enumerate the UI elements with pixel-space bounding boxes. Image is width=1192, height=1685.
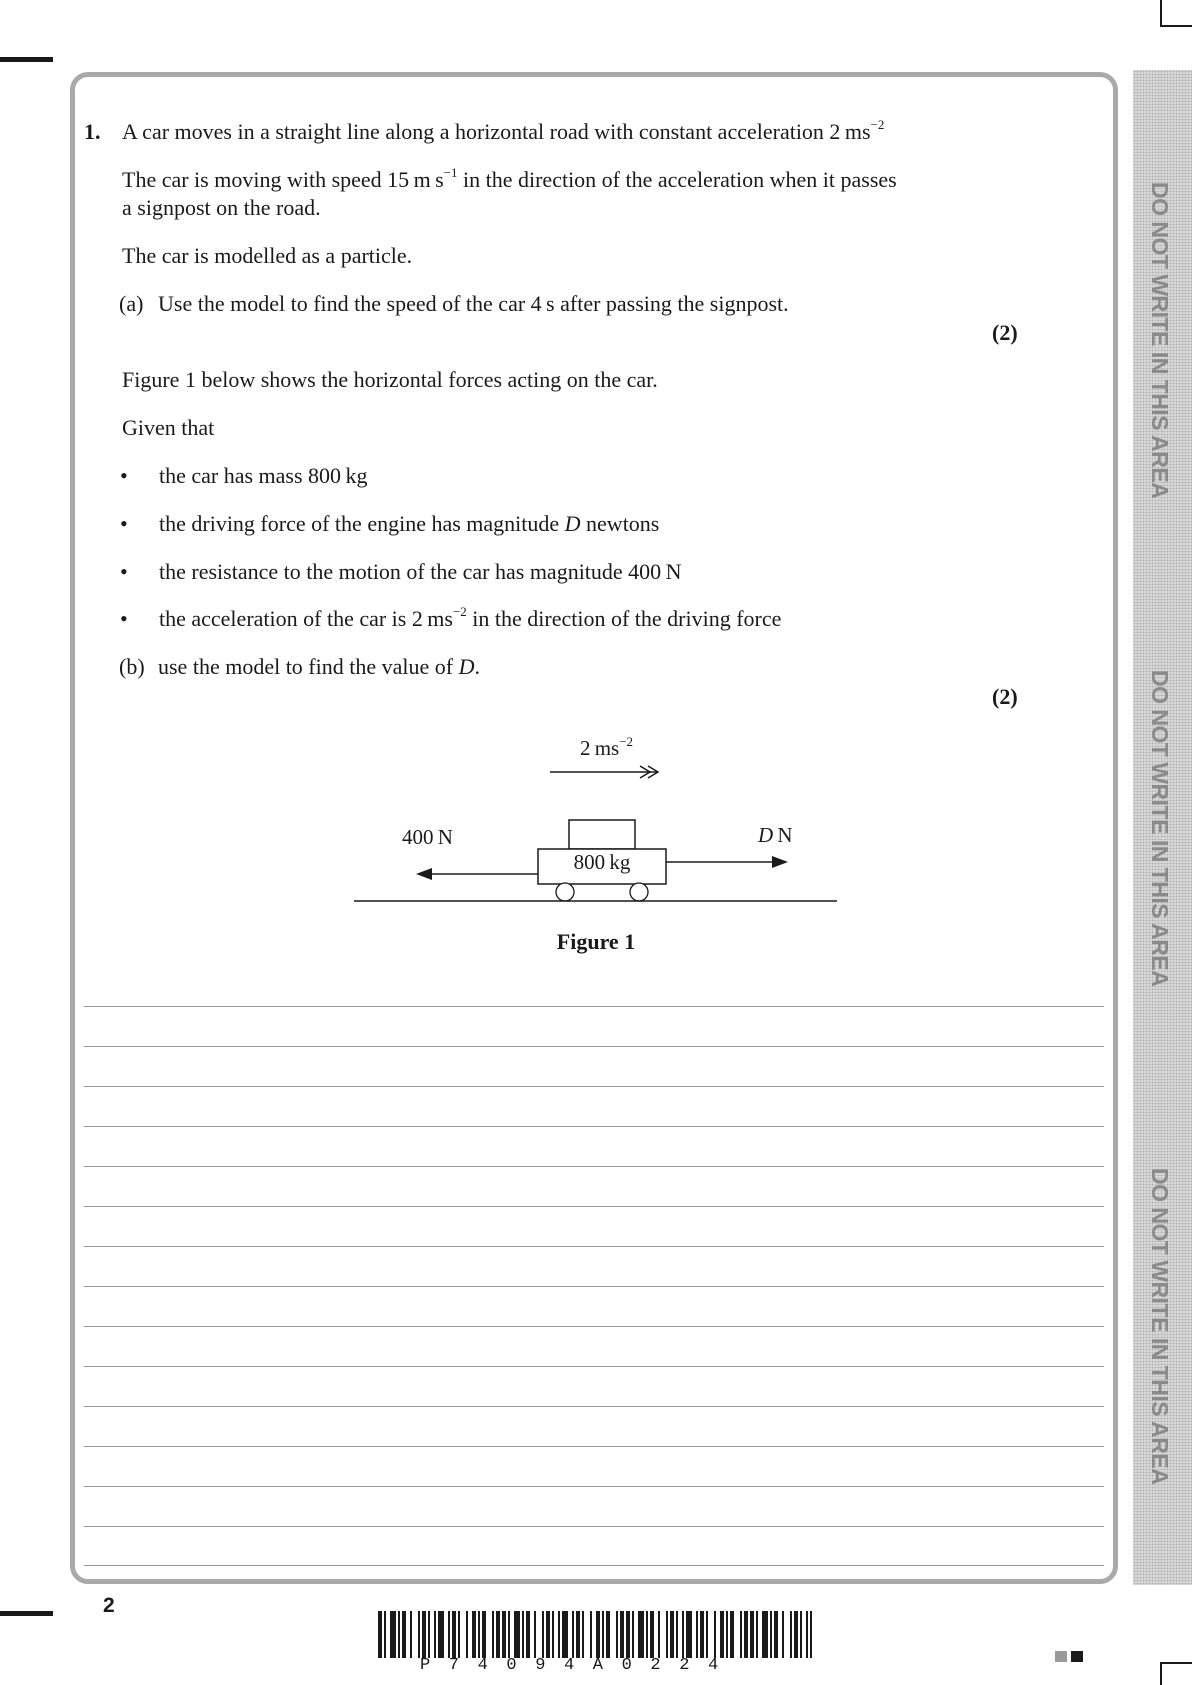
barcode-bar [602,1611,604,1658]
accel-label-text: 2 ms [580,736,620,760]
barcode-bar [762,1611,768,1658]
bullet-1-symbol: • [120,463,128,488]
barcode-bar [670,1611,674,1658]
barcode-bar [810,1611,812,1658]
crop-mark-bottom-right-h [1160,1662,1192,1664]
bullet-4-symbol: • [120,606,128,631]
barcode-bar [542,1611,544,1658]
barcode-bar [806,1611,808,1658]
barcode-bar [478,1611,480,1658]
right-force-label [757,823,793,847]
barcode-bar [682,1611,684,1658]
barcode-bar [398,1611,400,1658]
part-a-text: Use the model to find the speed of the car 4 s after passing the signpost. [158,291,789,316]
crop-mark-bottom-left [0,1611,53,1616]
barcode-bar [714,1611,716,1658]
barcode-bar [526,1611,530,1658]
page-number: 2 [103,1594,115,1617]
mass-label: 800 kg [573,850,631,874]
right-force-unit: N [773,823,793,847]
barcode-bar [428,1611,430,1658]
barcode-bar [418,1611,420,1658]
crop-mark-top-right [1160,0,1162,25]
barcode-bar [790,1611,792,1658]
stem-line-1-sup: −2 [870,116,885,132]
barcode-bar [666,1611,668,1658]
bullet-1-text: the car has mass 800 kg [159,463,368,488]
answer-line[interactable] [84,1486,1104,1487]
barcode-bar [552,1611,554,1658]
accel-label-sup: −2 [619,735,634,749]
part-a-label: (a) [119,291,144,316]
barcode-bar [720,1611,724,1658]
barcode-bar [482,1611,486,1658]
answer-line[interactable] [84,1286,1104,1287]
stem-line-1-text: A car moves in a straight line along a horizontal road with constant acceleration 2 ms [122,119,871,144]
barcode-bar [576,1611,580,1658]
question-stem-line-3: a signpost on the road. [122,195,321,220]
answer-line[interactable] [84,1246,1104,1247]
answer-line[interactable] [84,1446,1104,1447]
barcode-bar [466,1611,468,1658]
barcode-bar [632,1611,634,1658]
figure-caption: Figure 1 [556,929,636,954]
bullet-2-symbol: • [120,511,128,536]
bullet-4-pre: the acceleration of the car is 2 ms [159,606,453,631]
barcode-bar [596,1611,600,1658]
answer-line[interactable] [84,1046,1104,1047]
crop-mark-top-left [0,57,53,62]
part-b-pre: use the model to find the value of [158,654,459,679]
barcode-bar [508,1611,510,1658]
answer-line[interactable] [84,1565,1104,1566]
barcode-bar [638,1611,644,1658]
crop-mark-bottom-right [1160,1662,1162,1685]
question-stem-line-4: The car is modelled as a particle. [122,243,413,268]
barcode-bar [800,1611,802,1658]
registration-square-black [1071,1651,1083,1662]
question-stem-line-2 [122,164,897,193]
barcode-bar [740,1611,742,1658]
barcode-bar [606,1611,610,1658]
barcode-bar [706,1611,708,1658]
answer-line[interactable] [84,1366,1104,1367]
question-stem-line-1 [122,116,885,145]
registration-square-grey [1055,1651,1067,1662]
barcode-bar [562,1611,568,1658]
barcode-bar [496,1611,500,1658]
barcode-bar [472,1611,476,1658]
part-b-marks: (2) [992,684,1018,709]
barcode-text: P74094A0224 [420,1656,737,1675]
bullet-4-sup: −2 [452,603,467,619]
barcode-bar [534,1611,536,1658]
barcode-bar [744,1611,748,1658]
barcode-bar [390,1611,396,1658]
answer-line[interactable] [84,1526,1104,1527]
part-b-italic: D [458,654,475,679]
bullet-2-pre: the driving force of the engine has magnitude [159,511,565,536]
answer-line[interactable] [84,1326,1104,1327]
barcode-bar [384,1611,386,1658]
barcode-bar [438,1611,444,1658]
barcode-bar [616,1611,618,1658]
barcode-bar [492,1611,494,1658]
part-b-label: (b) [119,654,145,679]
car-wheel-right [630,883,648,901]
barcode-bar [452,1611,456,1658]
figure-1-diagram [350,735,850,910]
barcode-bar [572,1611,574,1658]
barcode-bar [402,1611,406,1658]
barcode-bar [726,1611,728,1658]
barcode-bar [646,1611,648,1658]
barcode-bar [676,1611,678,1658]
barcode-bar [774,1611,778,1658]
bullet-3-symbol: • [120,559,128,584]
left-force-label: 400 N [402,825,453,849]
barcode-bar [650,1611,654,1658]
barcode-bar [514,1611,520,1658]
barcode-bar [378,1611,382,1658]
barcode-bar [448,1611,450,1658]
barcode-bar [620,1611,624,1658]
crop-mark-top-right-h [1160,25,1192,27]
barcode-bar [658,1611,660,1658]
answer-line[interactable] [84,1086,1104,1087]
barcode-bar [582,1611,584,1658]
barcode-bar [782,1611,784,1658]
barcode-bar [458,1611,460,1658]
question-number: 1. [84,119,101,144]
barcode-bar [794,1611,798,1658]
bullet-3-text: the resistance to the motion of the car has magnitude 400 N [159,559,682,584]
accel-label [580,735,633,760]
bullet-4-post: in the direction of the driving force [466,606,782,631]
stem-line-2-text: The car is moving with speed 15 m s [122,167,444,192]
barcode-bar [730,1611,734,1658]
barcode-bar [756,1611,758,1658]
side-warning-1: DO NOT WRITE IN THIS AREA [1147,182,1173,499]
resistance-arrow-head [416,868,432,880]
answer-line[interactable] [84,1126,1104,1127]
barcode-bar [696,1611,698,1658]
barcode-bar [686,1611,692,1658]
part-b-text [158,654,480,680]
bullet-2-text [159,511,659,537]
barcode-bar [770,1611,772,1658]
given-that: Given that [122,415,215,440]
right-force-italic: D [758,823,774,847]
figure-intro: Figure 1 below shows the horizontal forces acting on the car. [122,367,658,392]
barcode-bar [700,1611,704,1658]
barcode-bar [546,1611,550,1658]
barcode-bar [626,1611,630,1658]
side-warning-2: DO NOT WRITE IN THIS AREA [1147,670,1173,987]
bullet-2-post: newtons [580,511,660,536]
barcode-bar [502,1611,506,1658]
barcode-bar [590,1611,592,1658]
answer-line[interactable] [84,1406,1104,1407]
barcode-bar [750,1611,754,1658]
side-warning-3: DO NOT WRITE IN THIS AREA [1147,1168,1173,1485]
answer-line[interactable] [84,1206,1104,1207]
stem-line-2-post: in the direction of the acceleration when it passes [457,167,897,192]
part-b-post: . [474,654,480,679]
barcode-bar [522,1611,524,1658]
barcode-bar [410,1611,412,1658]
driving-arrow-head [772,856,788,868]
part-a-marks: (2) [992,320,1018,345]
bullet-2-italic: D [564,511,581,536]
barcode-bar [422,1611,426,1658]
car-roof [569,820,635,849]
barcode-bar [434,1611,436,1658]
stem-line-2-sup: −1 [443,164,458,180]
answer-line[interactable] [84,1006,1104,1007]
barcode-bar [558,1611,560,1658]
bullet-4-text [159,603,782,632]
car-wheel-left [556,883,574,901]
barcode [378,1611,812,1658]
answer-line[interactable] [84,1166,1104,1167]
